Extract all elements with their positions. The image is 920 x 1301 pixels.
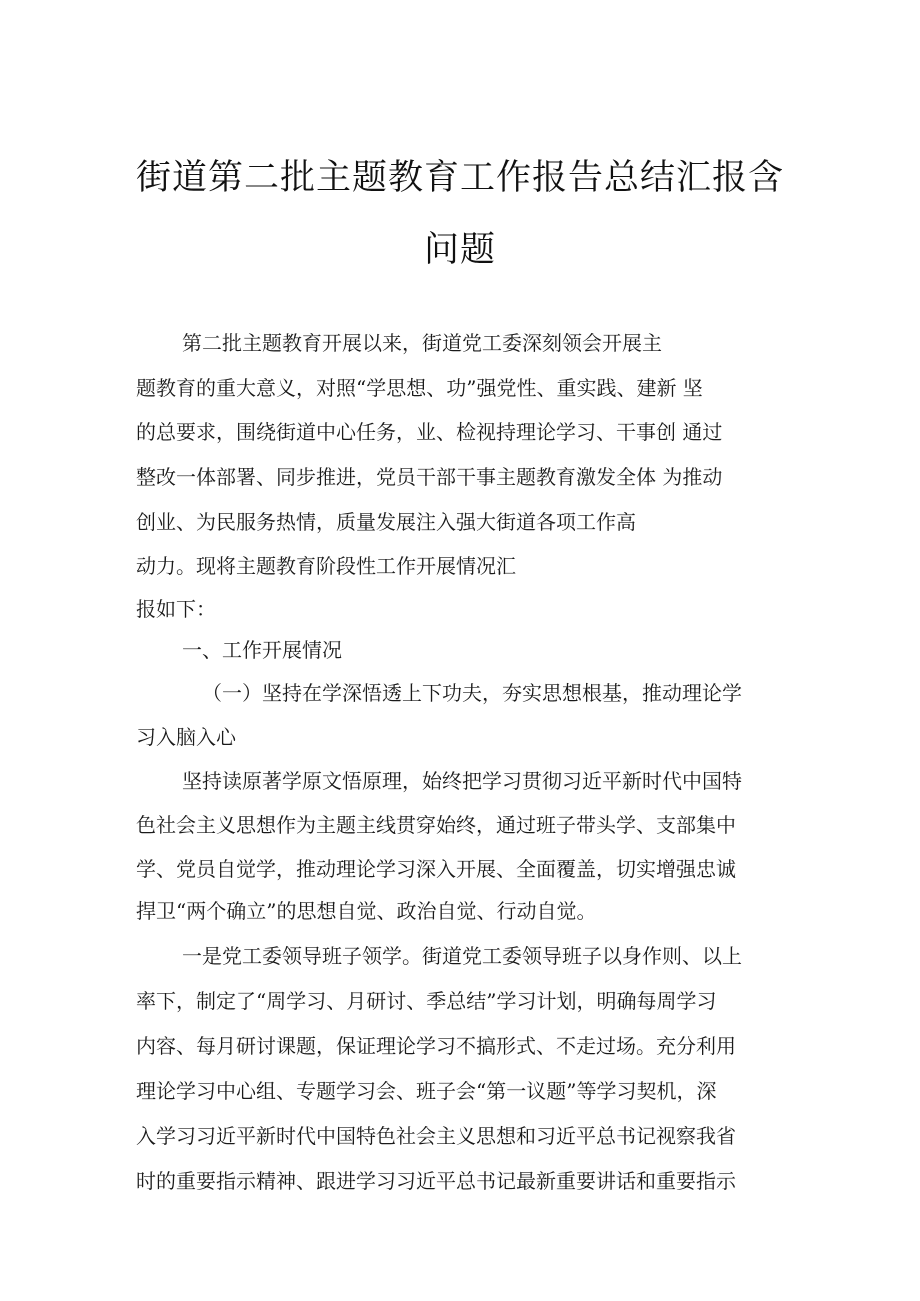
paragraph-3-line-5: 入学习习近平新时代中国特色社会主义思想和习近平总书记视察我省 xyxy=(136,1124,736,1148)
paragraph-2-line-1: 坚持读原著学原文悟原理，始终把学习贯彻习近平新时代中国特 xyxy=(182,769,742,793)
section-heading-1: 一、工作开展情况 xyxy=(182,638,342,662)
document-title-line-1: 街道第二批主题教育工作报告总结汇报含 xyxy=(135,158,784,198)
paragraph-3-line-4: 理论学习中心组、专题学习会、班子会“第一议题”等学习契机，深 xyxy=(136,1079,717,1103)
paragraph-intro-line-7: 报如下： xyxy=(136,597,216,621)
paragraph-2-line-3: 学、党员自觉学，推动理论学习深入开展、全面覆盖，切实增强忠诚 xyxy=(136,857,736,881)
paragraph-intro-line-5: 创业、为民服务热情，质量发展注入强大街道各项工作高 xyxy=(136,510,636,534)
paragraph-2-line-2: 色社会主义思想作为主题主线贯穿始终，通过班子带头学、支部集中 xyxy=(136,813,736,837)
subsection-heading-1-line-1: （一）坚持在学深悟透上下功夫，夯实思想根基，推动理论学 xyxy=(202,681,742,705)
paragraph-intro-line-2: 题教育的重大意义，对照“学思想、功”强党性、重实践、建新 坚 xyxy=(136,376,703,400)
paragraph-3-line-6: 时的重要指示精神、跟进学习习近平总书记最新重要讲话和重要指示 xyxy=(136,1169,736,1193)
subsection-heading-1-line-2: 习入脑入心 xyxy=(136,725,236,749)
paragraph-3-line-3: 内容、每月研讨课题，保证理论学习不搞形式、不走过场。充分利用 xyxy=(136,1034,736,1058)
paragraph-3-line-2: 率下，制定了“周学习、月研讨、季总结”学习计划，明确每周学习 xyxy=(136,989,717,1013)
paragraph-intro-line-3: 的总要求，围绕街道中心任务，业、检视持理论学习、干事创 通过 xyxy=(136,420,723,444)
document-title-line-2: 问题 xyxy=(423,230,496,270)
paragraph-intro-line-6: 动力。现将主题教育阶段性工作开展情况汇 xyxy=(136,554,516,578)
paragraph-2-line-4: 捍卫“两个确立”的思想自觉、政治自觉、行动自觉。 xyxy=(136,899,597,923)
paragraph-intro-line-4: 整改一体部署、同步推进，党员干部干事主题教育激发全体 为推动 xyxy=(136,465,723,489)
paragraph-3-line-1: 一是党工委领导班子领学。街道党工委领导班子以身作则、以上 xyxy=(182,944,742,968)
paragraph-intro-line-1: 第二批主题教育开展以来，街道党工委深刻领会开展主 xyxy=(182,331,662,355)
